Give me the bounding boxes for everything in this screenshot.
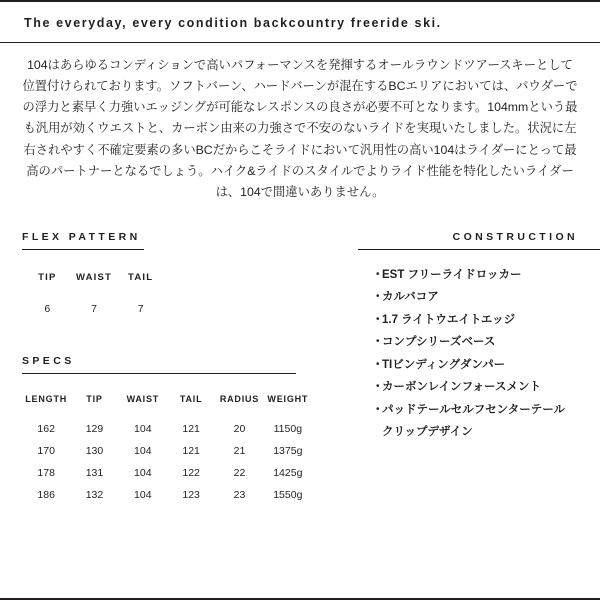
specs-cell-tip: 132 (85, 488, 104, 501)
bullet-dot-icon: ・ (372, 358, 384, 371)
specs-cell-weight: 1375g (273, 444, 303, 457)
specs-cell-weight: 1150g (273, 422, 303, 435)
specs-cell-weight: 1425g (273, 466, 303, 479)
flex-header-waist: WAIST (75, 271, 113, 283)
flex-header-tail: TAIL (128, 271, 154, 283)
specs-header-length: LENGTH (25, 393, 68, 404)
specs-cell-tail: 123 (182, 488, 200, 501)
table-row (22, 484, 312, 506)
specs-header-tail: TAIL (179, 393, 203, 404)
specs-cell-length: 186 (37, 488, 55, 501)
table-row (22, 440, 312, 462)
specs-cell-radius: 22 (233, 466, 246, 479)
specs-cell-waist: 104 (134, 466, 152, 479)
specs-cell-length: 170 (37, 444, 55, 457)
table-row (22, 418, 312, 440)
specs-header-tip: TIP (86, 393, 103, 404)
list-item-continuation: クリップデザイン (382, 425, 473, 438)
list-item (372, 309, 600, 331)
flex-value-waist: 7 (91, 302, 97, 315)
specs-cell-tip: 130 (85, 444, 104, 457)
bullet-dot-icon: ・ (372, 381, 384, 394)
specs-cell-tip: 131 (85, 466, 104, 479)
list-item (372, 376, 600, 398)
construction-title: CONSTRUCTION (452, 230, 578, 243)
construction-list (358, 264, 600, 443)
list-item-label: パッドテールセルフセンターテール (382, 403, 565, 416)
specs-cell-waist: 104 (134, 488, 152, 501)
table-header-row (24, 272, 164, 303)
list-item-label: 1.7 ライトウエイトエッジ (382, 313, 516, 326)
specs-cell-weight: 1550g (273, 488, 303, 501)
flex-pattern-title: FLEX PATTERN (22, 230, 141, 243)
table-header-row (22, 394, 312, 418)
specs-cell-tail: 121 (182, 422, 200, 435)
specs-cell-tail: 121 (182, 444, 200, 457)
list-item (372, 354, 600, 376)
flex-pattern-divider (22, 249, 144, 250)
specs-header-weight: WEIGHT (267, 393, 309, 404)
list-item-label: コンプシリーズベース (382, 336, 496, 349)
page-title: The everyday, every condition backcountry freeride ski. (0, 2, 600, 43)
list-item-label: カーボンレインフォースメント (382, 381, 541, 394)
content-columns (0, 209, 600, 506)
flex-header-tip: TIP (38, 271, 57, 283)
specs-cell-tail: 122 (182, 466, 200, 479)
product-description: 104はあらゆるコンディションで高いパフォーマンスを発揮するオールラウンドツアースキーとして位置付けられております。ソフトバーン、ハードバーンが混在するBCエリアにおいては、パウダーでの浮力と素早く力強いエッジングが可能なレスポンスの良さが必要不可となります。104mmという最も汎用が効くウエストと、カーボン由来の力強さで不安のないライドを実現いたしました。状況に左右されやすく不確定要素の多いBCだからこそライドにおいて汎用性の高い104はライダーにとって最高のパートナーとなるでしょう。ハイク&ライドのスタイルでよりライド性能を特化したいライダーは、104で間違いありません。 (22, 58, 578, 199)
specs-cell-waist: 104 (134, 422, 152, 435)
specs-cell-tip: 129 (85, 422, 104, 435)
flex-value-tip: 6 (44, 302, 51, 315)
specs-title: SPECS (22, 354, 75, 367)
specs-table (22, 394, 312, 506)
flex-pattern-table (24, 272, 164, 315)
specs-header-waist: WAIST (126, 393, 160, 404)
flex-value-tail: 7 (137, 302, 144, 315)
list-item-label: TIビンディングダンパー (382, 358, 506, 371)
specs-cell-waist: 104 (134, 444, 152, 457)
table-row (22, 462, 312, 484)
table-row (24, 303, 164, 315)
list-item (372, 264, 600, 286)
left-column (0, 217, 340, 506)
list-item (372, 286, 600, 308)
bullet-dot-icon: ・ (372, 403, 384, 416)
bullet-dot-icon: ・ (372, 268, 384, 281)
list-item-label: EST フリーライドロッカー (382, 268, 522, 281)
specs-divider (22, 373, 296, 374)
specs-cell-radius: 21 (233, 444, 246, 457)
specs-cell-radius: 23 (233, 488, 246, 501)
specs-cell-length: 178 (37, 466, 55, 479)
list-item-label: カルバコア (382, 291, 439, 304)
bullet-dot-icon: ・ (372, 291, 384, 304)
right-column (340, 217, 600, 506)
specs-cell-radius: 20 (233, 422, 246, 435)
bullet-dot-icon: ・ (372, 313, 384, 326)
construction-divider (358, 249, 600, 250)
list-item (372, 331, 600, 353)
bullet-dot-icon: ・ (372, 336, 384, 349)
specs-cell-length: 162 (37, 422, 55, 435)
list-item (372, 399, 600, 421)
specs-header-radius: RADIUS (219, 393, 260, 404)
